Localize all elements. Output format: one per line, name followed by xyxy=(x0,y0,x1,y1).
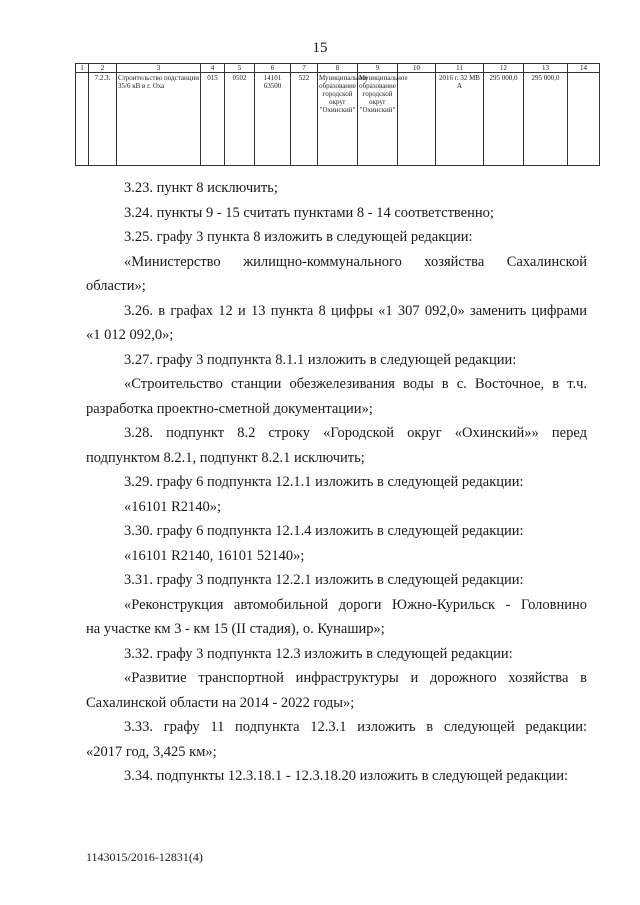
table-cell: 14101 63500 xyxy=(255,73,291,166)
table-header-cell: 2 xyxy=(89,64,117,73)
paragraph-line: 3.33. графу 11 подпункта 12.3.1 изложить в следующей редакции: xyxy=(124,719,587,735)
paragraph-line: 3.34. подпункты 12.3.18.1 - 12.3.18.20 изложить в следующей редакции: xyxy=(124,768,569,784)
page-number: 15 xyxy=(312,40,328,56)
table-header-cell: 5 xyxy=(225,64,255,73)
document-footer-id: 1143015/2016-12831(4) xyxy=(86,850,203,864)
paragraph-line: 3.23. пункт 8 исключить; xyxy=(124,180,278,196)
table-header-row xyxy=(76,64,600,73)
table-cell: 7.2.3. xyxy=(89,73,117,166)
paragraph-line: 3.26. в графах 12 и 13 пункта 8 цифры «1 307 092,0» заменить цифрами xyxy=(124,302,587,319)
table-cell: 0502 xyxy=(225,73,255,166)
paragraph-line: 3.27. графу 3 подпункта 8.1.1 изложить в следующей редакции: xyxy=(124,351,517,368)
paragraph-line: 3.28. подпункт 8.2 строку «Городской округ «Охинский»» перед xyxy=(124,425,587,441)
table-header-cell: 14 xyxy=(568,64,600,73)
paragraph-line: «1 012 092,0»; xyxy=(86,327,174,343)
paragraph-line: «2017 год, 3,425 км»; xyxy=(86,743,217,760)
table-cell: 2016 г. 32 МВ А xyxy=(436,73,484,166)
paragraph-line: подпунктом 8.2.1, подпункт 8.2.1 исключить; xyxy=(86,449,365,466)
table-header-cell: 3 xyxy=(117,64,201,73)
table-header-cell: 6 xyxy=(255,64,291,73)
paragraph-line: 3.29. графу 6 подпункта 12.1.1 изложить в следующей редакции: xyxy=(124,474,524,490)
table-cell: 295 000,0 xyxy=(484,73,524,166)
table-cell: 015 xyxy=(201,73,225,166)
table-header-cell: 1 xyxy=(76,64,89,73)
paragraph-line: 3.30. графу 6 подпункта 12.1.4 изложить в следующей редакции: xyxy=(124,523,524,539)
table-cell xyxy=(568,73,600,166)
table-cell: Муниципальное образование городской округ "Охинский" xyxy=(318,73,358,166)
table-cell: 295 000,0 xyxy=(524,73,568,166)
table-header-cell: 11 xyxy=(436,64,484,73)
table-header-cell: 4 xyxy=(201,64,225,73)
paragraph-line: «Строительство станции обезжелезивания воды в с. Восточное, в т.ч. xyxy=(124,376,587,392)
paragraph-line: 3.25. графу 3 пункта 8 изложить в следующей редакции: xyxy=(124,229,473,245)
table-header-cell: 13 xyxy=(524,64,568,73)
table-header-cell: 8 xyxy=(318,64,358,73)
table-cell xyxy=(76,73,89,166)
document-body xyxy=(86,176,587,789)
paragraph-line: «Министерство жилищно-коммунального хозяйства Сахалинской xyxy=(124,253,587,270)
program-table xyxy=(75,63,599,166)
table-cell xyxy=(398,73,436,166)
table-cell: 522 xyxy=(291,73,318,166)
paragraph-line: Сахалинской области на 2014 - 2022 годы»; xyxy=(86,694,355,711)
paragraph-line: «Реконструкция автомобильной дороги Южно-Курильск - Головнино xyxy=(124,596,587,613)
table-header-cell: 12 xyxy=(484,64,524,73)
paragraph-line: 3.31. графу 3 подпункта 12.2.1 изложить в следующей редакции: xyxy=(124,572,524,588)
table-cell: Строительство подстанции 35/6 кВ в г. Оха xyxy=(117,73,201,166)
paragraph-line: разработка проектно-сметной документации»; xyxy=(86,400,373,417)
table-header-cell: 7 xyxy=(291,64,318,73)
paragraph-line: «Развитие транспортной инфраструктуры и дорожного хозяйства в xyxy=(124,670,587,686)
paragraph-line: «16101 R2140»; xyxy=(124,498,222,515)
table-header-cell: 9 xyxy=(358,64,398,73)
paragraph-line: на участке км 3 - км 15 (II стадия), о. Кунашир»; xyxy=(86,621,385,637)
table-header-cell: 10 xyxy=(398,64,436,73)
paragraph-line: области»; xyxy=(86,278,146,294)
paragraph-line: 3.24. пункты 9 - 15 считать пунктами 8 - 14 соответственно; xyxy=(124,204,494,221)
paragraph-line: 3.32. графу 3 подпункта 12.3 изложить в следующей редакции: xyxy=(124,645,513,662)
table-row xyxy=(76,73,600,166)
table-cell: Муниципальное образование городской округ "Охинский" xyxy=(358,73,398,166)
paragraph-line: «16101 R2140, 16101 52140»; xyxy=(124,547,305,564)
